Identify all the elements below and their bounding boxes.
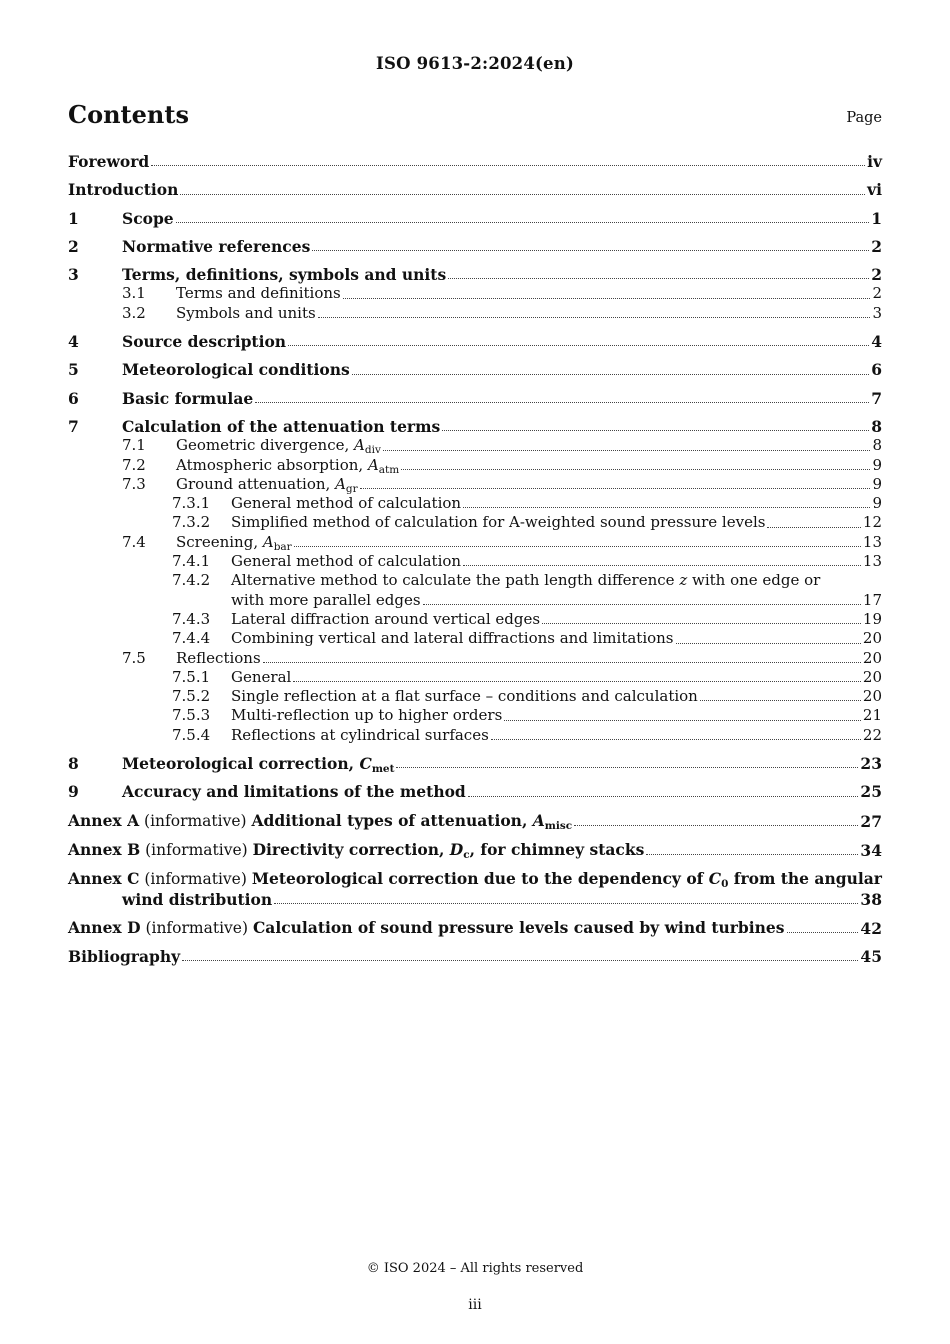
toc-entry-title xyxy=(68,180,178,199)
toc-entry-title xyxy=(68,152,149,171)
toc-leader-dots xyxy=(676,643,861,644)
toc-entry-title xyxy=(176,475,358,494)
toc-page-number: 20 xyxy=(862,667,882,686)
toc-page-number: 17 xyxy=(862,590,882,609)
toc-leader-dots xyxy=(294,546,861,547)
contents-title: Contents xyxy=(68,100,189,129)
toc-entry-number: 3 xyxy=(68,265,79,285)
toc-entry[interactable] xyxy=(68,668,882,687)
toc-leader-dots xyxy=(423,604,861,605)
toc-page-number: 25 xyxy=(860,782,882,802)
math-subscript: atm xyxy=(378,463,400,476)
toc-page-number: 2 xyxy=(871,236,882,256)
toc-entry-title-text: Geometric divergence, xyxy=(176,436,355,455)
math-symbol: A xyxy=(354,436,365,455)
toc-entry[interactable] xyxy=(68,754,882,776)
toc-entry-number: 4 xyxy=(68,332,79,352)
toc-entry-title-cont: , for chimney stacks xyxy=(469,839,645,859)
annex-type: (informative) xyxy=(139,811,252,830)
toc-entry-title-text: Foreword xyxy=(68,152,150,171)
toc-entry-title-text: Symbols and units xyxy=(176,303,316,322)
toc-leader-dots xyxy=(176,222,870,223)
toc-leader-dots xyxy=(468,796,859,797)
toc-entry-title xyxy=(176,649,261,668)
toc-entry-title-text: Single reflection at a flat surface – conditions and calculation xyxy=(231,687,698,706)
toc-entry-title-text: Meteorological correction, xyxy=(122,754,360,774)
toc-entry-title xyxy=(176,284,341,303)
toc-leader-dots xyxy=(288,345,869,346)
toc-entry-title-text: General method of calculation xyxy=(231,494,462,513)
toc-entry-number: 1 xyxy=(68,208,79,228)
toc-entry-title xyxy=(68,869,882,889)
toc-page-number: 34 xyxy=(860,840,882,860)
toc-entry-number: 3.2 xyxy=(122,303,146,322)
annex-type: (informative) xyxy=(140,918,253,937)
toc-entry[interactable] xyxy=(68,209,882,228)
toc-entry-number: 9 xyxy=(68,782,79,802)
toc-leader-dots xyxy=(646,854,858,855)
toc-entry[interactable] xyxy=(68,552,882,571)
toc-entry-title-text: Calculation of the attenuation terms xyxy=(122,416,441,436)
toc-entry-title-text: Reflections at cylindrical surfaces xyxy=(231,725,489,744)
toc-entry-number: 7.4 xyxy=(122,532,146,551)
toc-entry-title-text: Introduction xyxy=(68,180,179,200)
toc-entry-title-text: Simplified method of calculation for A-weighted sound pressure levels xyxy=(231,513,766,532)
toc-entry-title xyxy=(122,360,350,379)
math-subscript: bar xyxy=(273,540,292,553)
toc-entry-title-text: Accuracy and limitations of the method xyxy=(122,782,466,802)
toc-entry-title xyxy=(122,265,446,284)
toc-leader-dots xyxy=(255,402,869,403)
toc-page-number: 2 xyxy=(871,265,882,285)
toc-entry-title-text: Lateral diffraction around vertical edges xyxy=(231,609,541,628)
toc-page-number: 13 xyxy=(862,532,882,551)
math-symbol: A xyxy=(532,810,545,830)
toc-entry[interactable] xyxy=(68,629,882,648)
toc-entry-number: 7.5.3 xyxy=(172,706,211,725)
annex-type: (informative) xyxy=(139,870,252,889)
toc-entry-title xyxy=(122,389,253,408)
toc-leader-dots xyxy=(442,430,869,431)
toc-entry-title-text: Alternative method to calculate the path length difference xyxy=(231,571,680,590)
toc-leader-dots xyxy=(274,903,858,904)
toc-entry-title-text: Ground attenuation, xyxy=(176,474,336,493)
toc-entry[interactable] xyxy=(68,332,882,351)
toc-page-number: 23 xyxy=(860,754,882,774)
math-symbol: A xyxy=(367,455,379,474)
toc-entry[interactable] xyxy=(68,533,882,552)
toc-entry-title xyxy=(68,840,644,860)
toc-entry-title-text: General xyxy=(231,667,292,686)
toc-entry-number: 7.5.1 xyxy=(172,667,211,686)
toc-entry[interactable] xyxy=(68,265,882,284)
toc-entry-number: 2 xyxy=(68,236,79,256)
toc-entry-number: 7.4.3 xyxy=(172,609,211,628)
toc-entry-number: 7.3.1 xyxy=(172,494,211,513)
toc-page-number: 19 xyxy=(862,609,882,628)
toc-entry[interactable] xyxy=(68,180,882,199)
toc-entry-number: 7.4.2 xyxy=(172,571,211,590)
toc-entry-title xyxy=(231,571,820,590)
table-of-contents xyxy=(68,152,882,966)
toc-leader-dots xyxy=(343,298,871,299)
toc-entry-title xyxy=(176,533,292,552)
toc-page-number: 7 xyxy=(871,388,882,408)
toc-page-number: 20 xyxy=(862,629,882,648)
toc-entry-title xyxy=(68,947,180,966)
toc-entry-title xyxy=(231,552,461,571)
toc-entry-title-line2: wind distribution xyxy=(122,889,273,909)
annex-label: Annex D xyxy=(68,917,141,937)
copyright-footer: © ISO 2024 – All rights reserved xyxy=(366,1261,584,1276)
toc-entry-title xyxy=(122,209,174,228)
toc-entry-title xyxy=(122,754,395,776)
toc-leader-dots xyxy=(491,739,861,740)
toc-entry-title-text: Source description xyxy=(122,332,287,352)
toc-entry-title-cont: from the angular xyxy=(728,869,882,889)
toc-entry-number: 5 xyxy=(68,360,79,380)
toc-entry-number: 8 xyxy=(68,754,79,774)
toc-leader-dots xyxy=(504,720,861,721)
toc-entry-number: 6 xyxy=(68,388,79,408)
toc-entry[interactable] xyxy=(68,436,882,455)
toc-entry-title-text: Screening, xyxy=(176,532,263,551)
toc-entry[interactable] xyxy=(68,918,882,938)
math-symbol: C xyxy=(708,869,722,889)
toc-page-number: 4 xyxy=(871,332,882,352)
toc-leader-dots xyxy=(700,700,861,701)
toc-entry-title xyxy=(231,726,489,745)
toc-entry-continuation[interactable] xyxy=(68,890,882,909)
math-subscript: 0 xyxy=(721,878,729,891)
toc-entry-title-line2: with more parallel edges xyxy=(231,590,421,609)
toc-leader-dots xyxy=(293,681,861,682)
toc-page-number: 27 xyxy=(860,811,882,831)
toc-leader-dots xyxy=(396,767,858,768)
toc-page-number: 3 xyxy=(872,303,882,322)
math-symbol: z xyxy=(679,571,688,590)
toc-entry[interactable] xyxy=(68,571,882,590)
toc-leader-dots xyxy=(318,317,871,318)
toc-page-number: 22 xyxy=(862,725,882,744)
toc-entry[interactable] xyxy=(68,389,882,408)
toc-entry-number: 3.1 xyxy=(122,284,146,303)
toc-page-number: 2 xyxy=(872,284,882,303)
toc-page-number: 8 xyxy=(871,416,882,436)
toc-page-number: 9 xyxy=(872,494,882,513)
toc-entry-title-cont: with one edge or xyxy=(687,571,821,590)
toc-leader-dots xyxy=(463,565,861,566)
toc-entry-title-text: Normative references xyxy=(122,236,311,256)
toc-leader-dots xyxy=(463,507,870,508)
toc-page-number: 6 xyxy=(871,360,882,380)
toc-entry[interactable] xyxy=(68,649,882,668)
toc-page-number: iv xyxy=(867,152,882,171)
toc-page-number: 45 xyxy=(860,947,882,967)
toc-leader-dots xyxy=(383,450,871,451)
math-subscript: div xyxy=(364,444,381,457)
toc-entry-number: 7.3 xyxy=(122,474,146,493)
toc-page-number: 38 xyxy=(860,889,882,909)
toc-entry-number: 7.3.2 xyxy=(172,513,211,532)
toc-entry[interactable] xyxy=(68,475,882,494)
toc-leader-dots xyxy=(542,623,861,624)
toc-entry-title xyxy=(122,782,466,801)
toc-entry-title-text: Directivity correction, xyxy=(252,839,450,859)
annex-label: Annex B xyxy=(68,839,141,859)
toc-page-number: 20 xyxy=(862,648,882,667)
toc-entry-title xyxy=(231,706,502,725)
toc-entry[interactable] xyxy=(68,417,882,436)
toc-page-number: 13 xyxy=(862,552,882,571)
toc-entry-title xyxy=(231,494,461,513)
toc-entry[interactable] xyxy=(68,840,882,860)
toc-entry[interactable] xyxy=(68,610,882,629)
toc-entry-number: 7.4.4 xyxy=(172,629,211,648)
toc-leader-dots xyxy=(401,469,870,470)
toc-page-number: 42 xyxy=(860,918,882,938)
math-symbol: A xyxy=(262,532,274,551)
toc-entry-title-text: Multi-reflection up to higher orders xyxy=(231,706,503,725)
toc-entry-title-text: Additional types of attenuation, xyxy=(251,810,533,830)
toc-entry[interactable] xyxy=(68,456,882,475)
annex-label: Annex A xyxy=(68,810,140,830)
toc-entry-title-text: Atmospheric absorption, xyxy=(176,455,368,474)
toc-entry[interactable] xyxy=(68,360,882,379)
math-symbol: A xyxy=(335,474,346,493)
toc-entry-title xyxy=(68,811,572,831)
toc-entry-title xyxy=(176,456,399,475)
toc-entry-number: 7.1 xyxy=(122,436,146,455)
toc-entry-title-text: Terms, definitions, symbols and units xyxy=(122,265,447,285)
toc-leader-dots xyxy=(767,527,860,528)
toc-entry-number: 7.5 xyxy=(122,648,146,667)
toc-entry-title xyxy=(122,332,286,351)
toc-entry-number: 7.4.1 xyxy=(172,552,211,571)
toc-entry-title xyxy=(176,304,316,323)
toc-page-number: 8 xyxy=(872,436,882,455)
toc-entry-title-text: Meteorological correction due to the dependency of xyxy=(251,869,709,889)
toc-entry[interactable] xyxy=(68,494,882,513)
page-column-label: Page xyxy=(846,110,882,126)
toc-entry-number: 7.2 xyxy=(122,455,146,474)
toc-leader-dots xyxy=(312,250,869,251)
annex-type: (informative) xyxy=(140,840,253,859)
toc-leader-dots xyxy=(151,165,865,166)
toc-entry-title xyxy=(231,668,291,687)
toc-entry-title-text: Basic formulae xyxy=(122,388,254,408)
toc-entry-title-text: General method of calculation xyxy=(231,552,462,571)
math-subscript: c xyxy=(463,848,470,861)
toc-leader-dots xyxy=(574,825,858,826)
toc-entry-title-text: Meteorological conditions xyxy=(122,360,350,380)
toc-page-number: 20 xyxy=(862,687,882,706)
toc-leader-dots xyxy=(360,488,871,489)
toc-leader-dots xyxy=(352,374,869,375)
math-subscript: misc xyxy=(544,819,573,832)
toc-entry-number: 7.5.4 xyxy=(172,725,211,744)
math-subscript: met xyxy=(371,763,395,776)
math-subscript: gr xyxy=(345,482,358,495)
toc-leader-dots xyxy=(182,960,858,961)
toc-page-number: 9 xyxy=(872,455,882,474)
toc-entry-title xyxy=(231,610,540,629)
toc-entry-title xyxy=(122,237,310,256)
annex-label: Annex C xyxy=(68,869,140,889)
toc-entry[interactable] xyxy=(68,811,882,831)
document-id-header: ISO 9613-2:2024(en) xyxy=(376,54,574,73)
toc-entry-title xyxy=(231,629,674,648)
math-symbol: C xyxy=(359,754,372,774)
toc-entry-title-text: Combining vertical and lateral diffractions and limitations xyxy=(231,629,674,648)
toc-entry-title xyxy=(68,918,785,938)
toc-entry-title-text: Bibliography xyxy=(68,947,181,967)
toc-entry[interactable] xyxy=(68,706,882,725)
toc-entry-title xyxy=(231,687,698,706)
toc-entry[interactable] xyxy=(68,513,882,532)
toc-page-number: 12 xyxy=(862,513,882,532)
toc-page-number: 21 xyxy=(862,706,882,725)
toc-entry-title-text: Reflections xyxy=(176,648,261,667)
toc-entry-continuation[interactable] xyxy=(68,591,882,610)
toc-leader-dots xyxy=(263,662,861,663)
toc-page-number: vi xyxy=(867,180,882,200)
toc-entry[interactable] xyxy=(68,726,882,745)
toc-entry[interactable] xyxy=(68,687,882,706)
toc-entry[interactable] xyxy=(68,782,882,801)
toc-entry[interactable] xyxy=(68,284,882,303)
page-number: iii xyxy=(468,1297,482,1313)
toc-entry-title xyxy=(176,436,381,455)
toc-entry[interactable] xyxy=(68,152,882,171)
toc-entry[interactable] xyxy=(68,304,882,323)
toc-leader-dots xyxy=(180,194,865,195)
toc-entry-title xyxy=(122,417,440,436)
toc-entry[interactable] xyxy=(68,237,882,256)
toc-page-number: 9 xyxy=(872,474,882,493)
toc-entry-title-text: Terms and definitions xyxy=(176,284,341,303)
math-symbol: D xyxy=(449,839,464,859)
toc-leader-dots xyxy=(787,932,859,933)
toc-entry-title-text: Calculation of sound pressure levels caused by wind turbines xyxy=(252,917,785,937)
toc-leader-dots xyxy=(448,278,869,279)
toc-entry-title xyxy=(231,513,765,532)
toc-entry[interactable] xyxy=(68,947,882,966)
toc-page-number: 1 xyxy=(871,208,882,228)
toc-entry-title-text: Scope xyxy=(122,208,174,228)
toc-entry[interactable] xyxy=(68,869,882,889)
toc-entry-number: 7 xyxy=(68,416,79,436)
toc-entry-number: 7.5.2 xyxy=(172,687,211,706)
